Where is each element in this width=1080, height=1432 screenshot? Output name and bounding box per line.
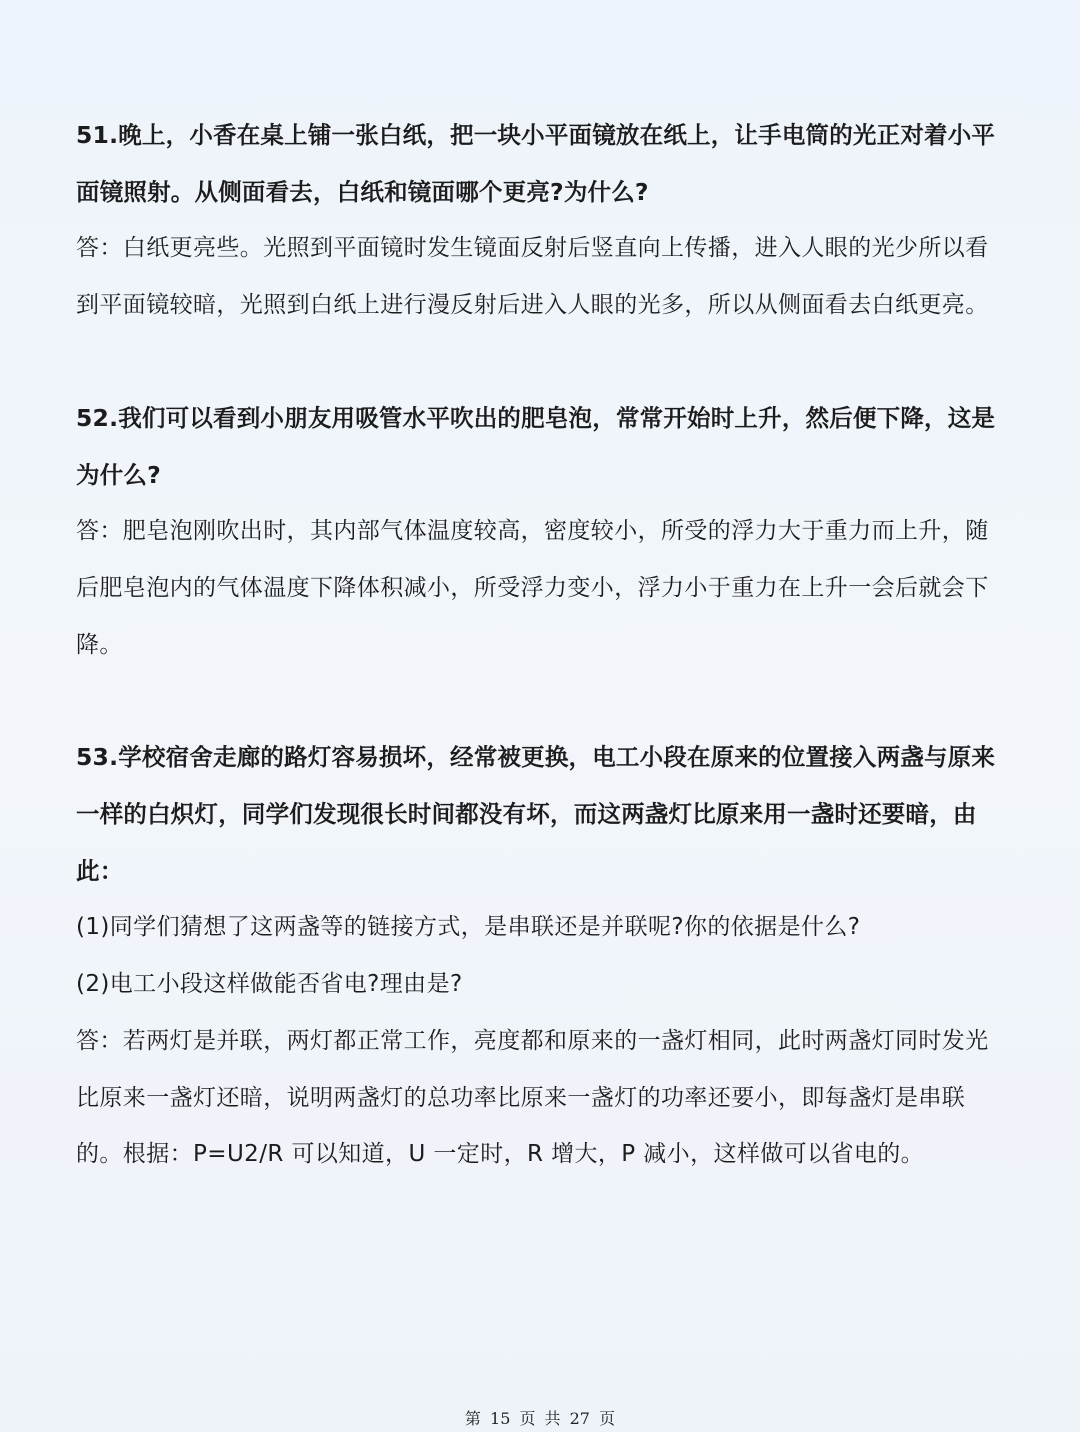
question-text: 52.我们可以看到小朋友用吸管水平吹出的肥皂泡，常常开始时上升，然后便下降，这是为什么?: [76, 403, 996, 489]
answer-text: 答：白纸更亮些。光照到平面镜时发生镜面反射后竖直向上传播，进入人眼的光少所以看到平面镜较暗，光照到白纸上进行漫反射后进入人眼的光多，所以从侧面看去白纸更亮。: [76, 235, 989, 319]
sub-question-2: (2)电工小段这样做能否省电?理由是?: [76, 971, 463, 998]
question-text: 51.晚上，小香在桌上铺一张白纸，把一块小平面镜放在纸上，让手电筒的光正对着小平面镜照射。从侧面看去，白纸和镜面哪个更亮?为什么?: [76, 121, 996, 206]
question-text: 53.学校宿舍走廊的路灯容易损坏，经常被更换，电工小段在原来的位置接入两盏与原来一样的白炽灯，同学们发现很长时间都没有坏，而这两盏灯比原来用一盏时还要暗，由此：: [76, 743, 996, 885]
page-content: [76, 107, 1006, 1183]
page-number-footer: 第 15 页 共 27 页: [464, 1409, 616, 1428]
question-block-52: [76, 390, 1006, 674]
sub-question-1: (1)同学们猜想了这两盏等的链接方式，是串联还是并联呢?你的依据是什么?: [76, 914, 861, 941]
question-block-53: [76, 729, 1006, 1183]
answer-text: 答：若两灯是并联，两灯都正常工作，亮度都和原来的一盏灯相同，此时两盏灯同时发光比原来一盏灯还暗，说明两盏灯的总功率比原来一盏灯的功率还要小，即每盏灯是串联的。根据：P=U2/R 可以知道，U 一定时，R 增大，P 减小，这样做可以省电的。: [76, 1027, 989, 1168]
answer-text: 答：肥皂泡刚吹出时，其内部气体温度较高，密度较小，所受的浮力大于重力而上升，随后肥皂泡内的气体温度下降体积减小，所受浮力变小，浮力小于重力在上升一会后就会下降。: [76, 518, 989, 658]
question-block-51: [76, 107, 1006, 334]
